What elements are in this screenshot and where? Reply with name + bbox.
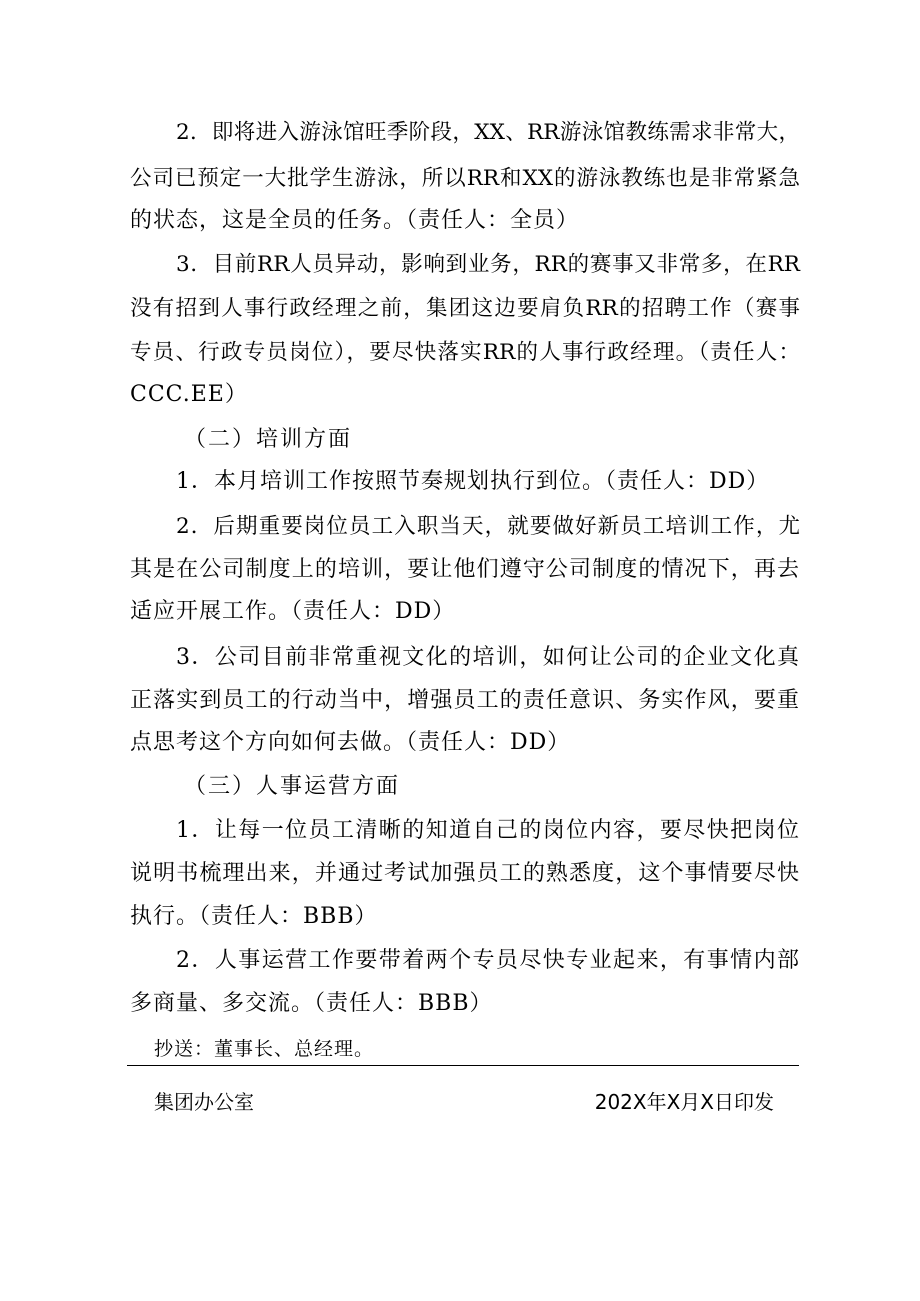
paragraph-line: 点思考这个方向如何去做。（责任人：DD） xyxy=(130,730,571,755)
paragraph-line: 3．公司目前非常重视文化的培训，如何让公司的企业文化真 xyxy=(176,645,800,670)
paragraph-line: 没有招到人事行政经理之前，集团这边要肩负RR的招聘工作（赛事 xyxy=(130,296,800,321)
paragraph-line: 2．即将进入游泳馆旺季阶段，XX、RR游泳馆教练需求非常大， xyxy=(176,120,800,145)
footer-divider xyxy=(127,1065,799,1066)
cc-line: 抄送：董事长、总经理。 xyxy=(154,1038,375,1060)
paragraph-line: 多商量、多交流。（责任人：BBB） xyxy=(130,991,493,1016)
section-heading-hr: （三）人事运营方面 xyxy=(184,774,401,799)
paragraph-line: 公司已预定一大批学生游泳，所以RR和XX的游泳教练也是非常紧急 xyxy=(130,166,800,191)
paragraph-line: 其是在公司制度上的培训，要让他们遵守公司制度的情况下，再去 xyxy=(130,557,800,582)
issue-date: 202X年X月X日印发 xyxy=(594,1090,774,1114)
paragraph-line: 执行。（责任人：BBB） xyxy=(130,904,378,929)
paragraph-line: 专员、行政专员岗位），要尽快落实RR的人事行政经理。（责任人： xyxy=(130,340,800,365)
paragraph-line: 适应开展工作。（责任人：DD） xyxy=(130,599,456,624)
paragraph-line: 3．目前RR人员异动，影响到业务，RR的赛事又非常多，在RR xyxy=(176,252,800,277)
paragraph-line: 1．本月培训工作按照节奏规划执行到位。（责任人：DD） xyxy=(176,469,770,494)
issuer-label: 集团办公室 xyxy=(154,1090,254,1114)
paragraph-line: 2．人事运营工作要带着两个专员尽快专业起来，有事情内部 xyxy=(176,948,800,973)
paragraph-line: 说明书梳理出来，并通过考试加强员工的熟悉度，这个事情要尽快 xyxy=(130,861,800,886)
paragraph-line: 正落实到员工的行动当中，增强员工的责任意识、务实作风，要重 xyxy=(130,688,800,713)
section-heading-training: （二）培训方面 xyxy=(184,427,353,452)
paragraph-line: CCC.EE） xyxy=(130,382,248,407)
paragraph-line: 2．后期重要岗位员工入职当天，就要做好新员工培训工作，尤 xyxy=(176,514,800,539)
paragraph-line: 的状态，这是全员的任务。（责任人：全员） xyxy=(130,208,580,233)
paragraph-line: 1．让每一位员工清晰的知道自己的岗位内容，要尽快把岗位 xyxy=(176,818,800,843)
